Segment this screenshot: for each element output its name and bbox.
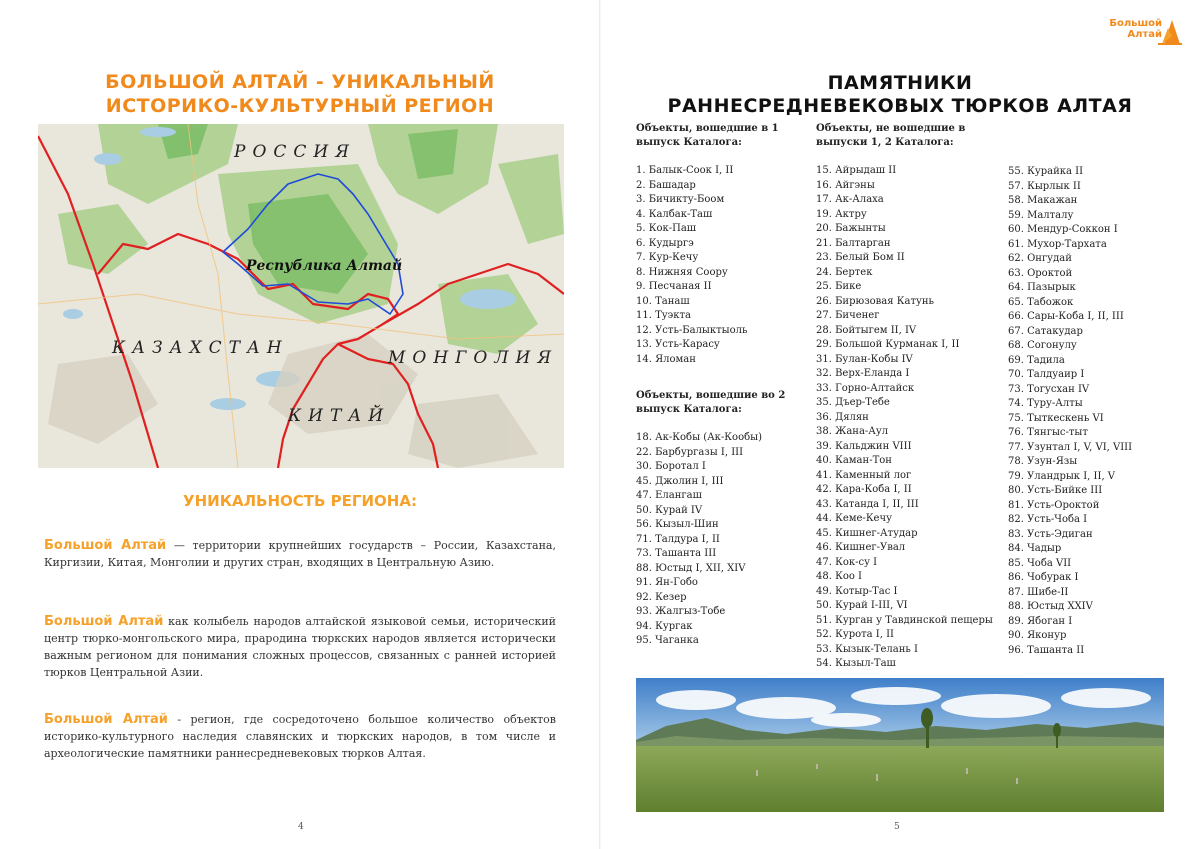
catalog-item: 14. Яломан [636, 353, 696, 365]
catalog-item: 50. Курай I-III, VI [816, 600, 908, 611]
catalog-item: 89. Ябоган I [1008, 615, 1073, 627]
catalog-item: 74. Туру-Алты [1008, 398, 1083, 409]
catalog-item: 82. Усть-Чоба I [1008, 514, 1088, 525]
catalog-item: 33. Горно-Алтайск [816, 382, 915, 394]
catalog-item: 1. Балык-Соок I, II [636, 165, 734, 176]
catalog-item: 75. Тыткескень VI [1008, 412, 1104, 424]
catalog-item: 2. Башадар [636, 179, 696, 191]
catalog-item: 5. Кок-Паш [636, 223, 697, 234]
catalog-item: 56. Кызыл-Шин [636, 519, 719, 530]
uniqueness-heading: УНИКАЛЬНОСТЬ РЕГИОНА: [183, 492, 417, 510]
catalog-2-list [636, 431, 806, 649]
catalog-item: 78. Узун-Язы [1008, 456, 1078, 467]
catalog-item: 48. Коо I [816, 571, 862, 582]
catalog-item: 26. Бирюзовая Катунь [816, 295, 934, 307]
right-title-line2: РАННЕСРЕДНЕВЕКОВЫХ ТЮРКОВ АЛТАЯ [667, 95, 1133, 117]
catalog-item: 61. Мухор-Тархата [1008, 238, 1107, 250]
catalog-item: 6. Кудыргэ [636, 237, 694, 249]
paragraph-3-highlight: Большой Алтай [44, 712, 168, 727]
catalog-item: 47. Елангаш [636, 490, 702, 501]
catalog-item: 27. Биченег [816, 310, 880, 321]
catalog-item: 31. Булан-Кобы IV [816, 353, 913, 365]
catalog-item: 45. Кишнег-Атудар [816, 527, 918, 539]
mountain-logo-icon [1102, 14, 1182, 48]
catalog-item: 46. Кишнег-Увал [816, 542, 906, 553]
catalog-item: 70. Талдуаир I [1008, 369, 1085, 380]
right-title-line1: ПАМЯТНИКИ [827, 72, 973, 94]
catalog-item: 64. Пазырык [1008, 282, 1076, 293]
catalog-column-1 [636, 122, 806, 649]
catalog-item: 42. Кара-Коба I, II [816, 484, 912, 495]
catalog-item: 93. Жалгыз-Тобе [636, 606, 726, 617]
catalog-column-2 [816, 122, 996, 672]
catalog-item: 80. Усть-Бийке III [1008, 485, 1103, 496]
landscape-graphic [636, 678, 1164, 812]
catalog-1-list [636, 164, 806, 367]
catalog-item: 96. Ташанта II [1008, 644, 1085, 656]
paragraph-2-highlight: Большой Алтай [44, 614, 164, 629]
catalog-item: 43. Катанда I, II, III [816, 498, 919, 510]
catalog-item: 35. Дъер-Тебе [816, 397, 890, 408]
catalog-item: 73. Тогусхан IV [1008, 383, 1090, 395]
catalog-item: 71. Талдура I, II [636, 533, 720, 545]
catalog-item: 8. Нижняя Соору [636, 266, 728, 278]
paragraph-2-text: как колыбель народов алтайской языковой семьи, исторический центр тюрко-монгольского мира, прародина тюркских народов является исторически важным регионом для понимания сложных процессов, связанных с ранней историей тюрков Центральной Азии. [44, 615, 556, 679]
catalog-item: 88. Юстыд XXIV [1008, 601, 1093, 612]
catalog-item: 60. Мендур-Соккон I [1008, 224, 1118, 235]
catalog-item: 13. Усть-Карасу [636, 339, 720, 350]
catalog-item: 54. Кызыл-Таш [816, 658, 896, 669]
catalog-item: 76. Тянгыс-тыт [1008, 427, 1088, 438]
catalog-2-heading: Объекты, вошедшие во 2 выпуск Каталога: [636, 390, 786, 415]
catalog-item: 73. Ташанта III [636, 548, 717, 559]
catalog-item: 65. Табожок [1008, 296, 1074, 308]
catalog-item: 21. Балтарган [816, 237, 891, 249]
catalog-item: 12. Усть-Балыктыоль [636, 324, 748, 336]
paragraph-3 [44, 711, 556, 762]
paragraph-3-text: - регион, где сосредоточено большое количество объектов историко-культурного наследия славянских и тюркских народов, в том числе и археологические памятники раннесредневековых тюрков Алтая. [44, 713, 556, 760]
catalog-item: 83. Усть-Эдиган [1008, 528, 1093, 540]
catalog-item: 36. Дялян [816, 411, 869, 423]
catalog-item: 90. Яконур [1008, 630, 1067, 641]
catalog-other-list [816, 164, 996, 672]
catalog-item: 52. Курота I, II [816, 629, 895, 640]
catalog-item: 20. Бажынты [816, 223, 886, 234]
catalog-other-heading: Объекты, не вошедшие в выпуски 1, 2 Каталога: [816, 123, 966, 148]
catalog-item: 95. Чаганка [636, 635, 699, 646]
catalog-item: 87. Шибе-II [1008, 586, 1069, 598]
catalog-item: 85. Чоба VII [1008, 557, 1072, 569]
catalog-column-3 [1008, 165, 1178, 658]
catalog-item: 63. Ороктой [1008, 267, 1073, 279]
catalog-item: 79. Уландрык I, II, V [1008, 470, 1116, 482]
right-page-title [640, 72, 1160, 118]
catalog-item: 67. Сатакудар [1008, 325, 1083, 337]
catalog-item: 51. Курган у Тавдинской пещеры [816, 614, 993, 626]
left-title-line1: БОЛЬШОЙ АЛТАЙ - УНИКАЛЬНЫЙ [105, 71, 495, 93]
logo-line1: Большой [1109, 18, 1162, 29]
catalog-item: 17. Ак-Алаха [816, 194, 884, 205]
catalog-item: 28. Бойтыгем II, IV [816, 324, 917, 336]
map-label-russia: РОССИЯ [234, 142, 356, 162]
catalog-item: 40. Каман-Тон [816, 455, 892, 466]
catalog-item: 84. Чадыр [1008, 543, 1062, 554]
catalog-1-heading: Объекты, вошедшие в 1 выпуск Каталога: [636, 123, 779, 148]
catalog-item: 38. Жана-Аул [816, 426, 889, 437]
region-map [38, 124, 564, 468]
paragraph-1-highlight: Большой Алтай [44, 538, 167, 553]
catalog-item: 55. Курайка II [1008, 166, 1084, 177]
altai-landscape-photo [636, 678, 1164, 812]
catalog-item: 49. Котыр-Тас I [816, 585, 898, 597]
catalog-item: 24. Бертек [816, 266, 873, 278]
catalog-item: 94. Кургак [636, 620, 693, 632]
catalog-item: 15. Айрыдаш II [816, 165, 897, 176]
catalog-item: 18. Ак-Кобы (Ак-Кообы) [636, 432, 762, 443]
catalog-item: 41. Каменный лог [816, 469, 912, 481]
left-title-line2: ИСТОРИКО-КУЛЬТУРНЫЙ РЕГИОН [105, 95, 495, 117]
paragraph-2 [44, 613, 556, 681]
catalog-item: 62. Онгудай [1008, 253, 1072, 264]
map-label-china: КИТАЙ [288, 406, 391, 426]
map-label-kazakhstan: КАЗАХСТАН [112, 338, 289, 358]
catalog-item: 91. Ян-Гобо [636, 577, 698, 588]
catalog-item: 7. Кур-Кечу [636, 252, 699, 263]
catalog-item: 44. Кеме-Кечу [816, 513, 892, 524]
paragraph-1 [44, 537, 556, 571]
catalog-item: 25. Бике [816, 281, 862, 292]
catalog-item: 86. Чобурак I [1008, 572, 1079, 583]
left-page-title [60, 70, 540, 118]
catalog-item: 29. Большой Курманак I, II [816, 339, 960, 350]
catalog-item: 19. Актру [816, 208, 867, 220]
page-number-left: 4 [298, 822, 304, 832]
catalog-item: 32. Верх-Еланда I [816, 368, 910, 379]
catalog-item: 3. Бичикту-Боом [636, 194, 725, 205]
catalog-item: 69. Тадила [1008, 354, 1065, 366]
catalog-item: 77. Узунтал I, V, VI, VIII [1008, 441, 1133, 453]
catalog-item: 58. Макажан [1008, 195, 1078, 206]
catalog-item: 47. Кок-су I [816, 556, 878, 568]
catalog-item: 92. Кезер [636, 591, 687, 603]
catalog-item: 68. Согонулу [1008, 340, 1077, 351]
logo-line2: Алтай [1127, 29, 1162, 40]
catalog-item: 4. Калбак-Таш [636, 208, 713, 220]
catalog-item: 66. Сары-Коба I, II, III [1008, 311, 1124, 322]
catalog-item: 45. Джолин I, III [636, 475, 724, 487]
page-number-right: 5 [894, 822, 900, 832]
map-label-altai-republic: Республика Алтай [246, 258, 403, 274]
map-label-mongolia: МОНГОЛИЯ [388, 348, 559, 368]
catalog-item: 39. Кальджин VIII [816, 440, 912, 452]
catalog-item: 50. Курай IV [636, 504, 703, 516]
catalog-item: 10. Танаш [636, 295, 690, 307]
catalog-item: 23. Белый Бом II [816, 252, 905, 263]
catalog-item: 53. Кызык-Телань I [816, 643, 918, 655]
catalog-item: 11. Туэкта [636, 310, 691, 321]
catalog-item: 59. Малталу [1008, 209, 1074, 221]
catalog-item: 30. Боротал I [636, 461, 706, 472]
catalog-other-list-2 [1008, 165, 1178, 658]
catalog-item: 88. Юстыд I, XII, XIV [636, 562, 746, 574]
catalog-item: 9. Песчаная II [636, 281, 712, 292]
catalog-item: 16. Айгэны [816, 179, 875, 191]
catalog-item: 57. Кырлык II [1008, 180, 1081, 192]
catalog-item: 22. Барбургазы I, III [636, 446, 744, 458]
catalog-item: 81. Усть-Ороктой [1008, 499, 1100, 511]
paragraph-1-text: — территории крупнейших государств – России, Казахстана, Киргизии, Китая, Монголии и других стран, входящих в Центральную Азию. [44, 539, 556, 569]
